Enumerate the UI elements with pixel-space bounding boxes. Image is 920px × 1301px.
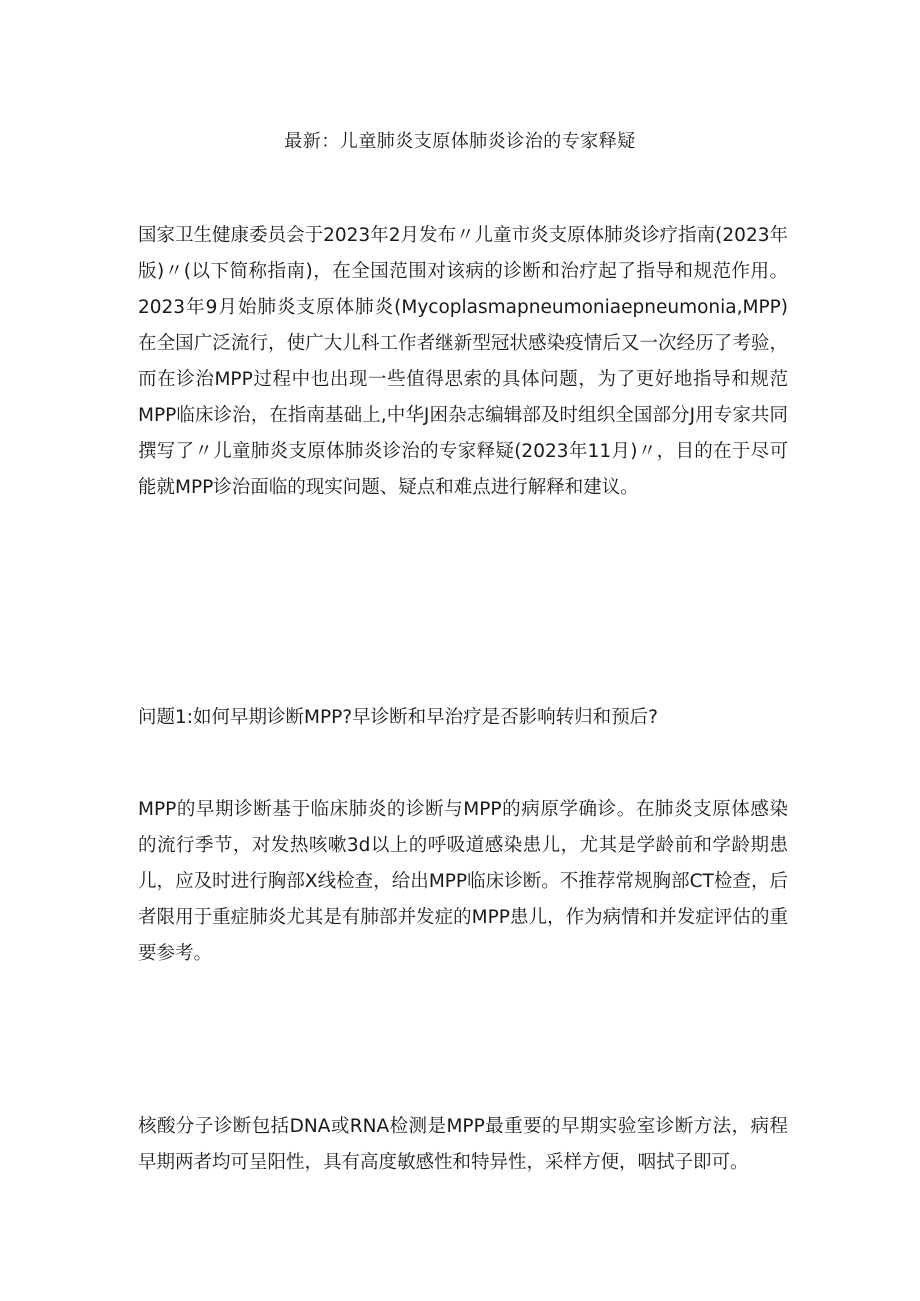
- question-1-heading: 问题1:如何早期诊断MPP?早诊断和早治疗是否影响转归和预后?: [138, 707, 658, 728]
- answer-paragraph-1: MPP的早期诊断基于临床肺炎的诊断与MPP的病原学确诊。在肺炎支原体感染的流行季节，对发热咳嗽3d以上的呼吸道感染患儿，尤其是学龄前和学龄期患儿，应及时进行胸部X线检查，给出MPP临床诊断。不推荐常规胸部CT检查，后者限用于重症肺炎尤其是有肺部并发症的MPP患儿，作为病情和并发症评估的重要参考。: [138, 799, 788, 964]
- document-title: 最新：儿童肺炎支原体肺炎诊治的专家释疑: [284, 131, 636, 152]
- answer-paragraph-2: 核酸分子诊断包括DNA或RNA检测是MPP最重要的早期实验室诊断方法，病程早期两者均可呈阳性，具有高度敏感性和特异性，采样方便，咽拭子即可。: [138, 1116, 788, 1173]
- intro-paragraph: 国家卫生健康委员会于2023年2月发布〃儿童市炎支原体肺炎诊疗指南(2023年版)〃(以下简称指南)，在全国范围对该病的诊断和治疗起了指导和规范作用。2023年9月始肺炎支原体肺炎(Mycoplasmapneumoniaepneumonia,MPP)在全国广泛流行，使广大儿科工作者继新型冠状感染疫情后又一次经历了考验，而在诊治MPP过程中也出现一些值得思索的具体问题，为了更好地指导和规范MPP临床诊治，在指南基础上,中华J困杂志编辑部及时组织全国部分J用专家共同撰写了〃儿童肺炎支原体肺炎诊治的专家释疑(2023年11月)〃，目的在于尽可能就MPP诊治面临的现实问题、疑点和难点进行解释和建议。: [138, 225, 788, 498]
